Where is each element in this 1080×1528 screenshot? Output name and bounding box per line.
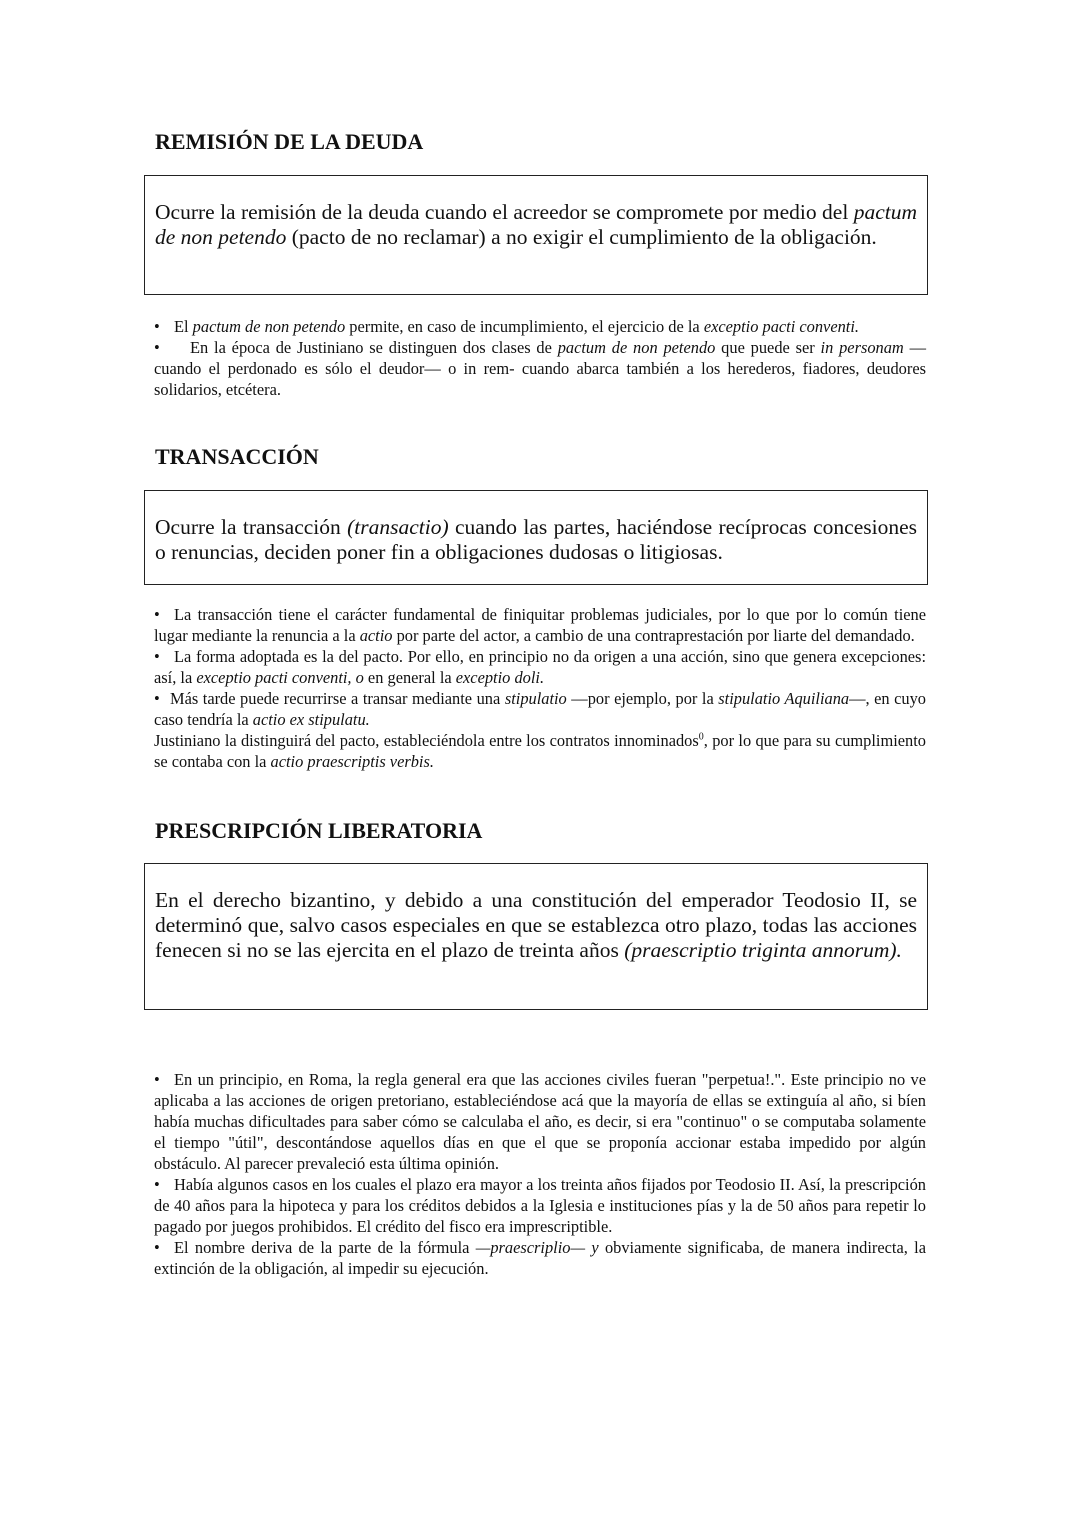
heading-transaccion: TRANSACCIÓN: [155, 444, 319, 469]
note-italic: actio praescriptis verbis.: [270, 752, 434, 771]
box-italic: (praescriptio triginta annorum).: [624, 938, 902, 962]
note-italic: exceptio pacti conventi.: [703, 317, 859, 336]
bullet: •: [154, 338, 160, 357]
note-italic: actio: [359, 626, 393, 645]
note-item: [154, 730, 926, 772]
bullet: •: [154, 1238, 160, 1257]
box-italic: pactum de non petendo: [155, 200, 917, 249]
box-text: (pacto de no reclamar) a no exigir el cumplimiento de la obligación.: [286, 225, 877, 249]
bullet: •: [154, 1070, 160, 1089]
note-text: En la época de Justiniano se distinguen dos clases de: [190, 338, 558, 357]
note-italic: stipulatio: [504, 689, 567, 708]
footnote-marker: 0: [698, 731, 704, 743]
note-text: en general la: [363, 668, 456, 687]
bullet: •: [154, 1175, 160, 1194]
definition-box-transaccion: [144, 490, 928, 585]
note-text: Justiniano la distinguirá del pacto, estableciéndola entre los contratos innominados: [154, 731, 699, 750]
note-item: [154, 1237, 926, 1279]
note-item: [154, 316, 926, 337]
note-italic: exceptio doli.: [455, 668, 545, 687]
note-text: La forma adoptada es la del pacto. Por ello, en principio no da origen a una acción, sino que genera excepciones: así, la: [154, 647, 926, 687]
box-text: En el derecho bizantino, y debido a una constitución del emperador Teodosio II, se determinó que, salvo casos especiales en que se establezca otro plazo, todas las acciones fenecen si no se las ejercita en el plazo de treinta años: [155, 888, 917, 962]
note-item: [154, 646, 926, 688]
note-text: por parte del actor, a cambio de una contraprestación por liarte del demandado.: [392, 626, 915, 645]
note-italic: in personam: [820, 338, 904, 357]
note-text: , por lo que para su cumplimiento se contaba con la: [154, 731, 926, 771]
box-text: cuando las partes, haciéndose recíprocas concesiones o renuncias, deciden poner fin a obligaciones dudosas o litigiosas.: [155, 515, 918, 564]
box-italic: (transactio): [347, 515, 449, 539]
bullet: •: [154, 605, 160, 624]
note-text: El nombre deriva de la parte de la fórmula: [174, 1238, 476, 1257]
note-item: [154, 604, 926, 646]
notes-prescripcion: [154, 1069, 926, 1279]
note-text: que puede ser: [715, 338, 821, 357]
note-italic: actio ex stipulatu.: [252, 710, 370, 729]
note-item: [154, 337, 926, 400]
note-text: obviamente significaba, de manera indirecta, la extinción de la obligación, al impedir su ejecución.: [154, 1238, 926, 1278]
note-text: —, en cuyo caso tendría la: [154, 689, 927, 729]
definition-box-remision: [144, 175, 928, 295]
note-item: [154, 1069, 926, 1174]
note-italic: stipulatio Aquiliana: [718, 689, 850, 708]
note-text: Había algunos casos en los cuales el plazo era mayor a los treinta años fijados por Teodosio II. Así, la prescripción de 40 años para la hipoteca y para los créditos debidos a la Iglesia e instituciones pías y la de 50 años para repetir lo pagado por juegos prohibidos. El crédito del fisco era imprescriptible.: [154, 1175, 926, 1236]
note-italic: —praescriplio— y: [475, 1238, 599, 1257]
note-text: permite, en caso de incumplimiento, el ejercicio de la: [345, 317, 704, 336]
heading-prescripcion: PRESCRIPCIÓN LIBERATORIA: [155, 818, 483, 843]
definition-box-prescripcion: [144, 863, 928, 1010]
note-item: [154, 1174, 926, 1237]
note-text: —cuando el perdonado es sólo el deudor— o in rem- cuando abarca también a los herederos, fiadores, deudores solidarios, etcétera.: [154, 338, 926, 399]
box-text: Ocurre la transacción: [155, 515, 348, 539]
note-italic: pactum de non petendo: [557, 338, 716, 357]
notes-remision: [154, 316, 926, 400]
box-text: Ocurre la remisión de la deuda cuando el acreedor se compromete por medio del: [155, 200, 854, 224]
note-text: Más tarde puede recurrirse a transar mediante una: [170, 689, 505, 708]
note-italic: exceptio pacti conventi, o: [196, 668, 364, 687]
note-item: [154, 688, 926, 730]
note-text: En un principio, en Roma, la regla general era que las acciones civiles fueran "perpetua!.". Este principio no ve aplicaba a las acciones de origen pretoriano, estableciéndose acá que la mayoría de ellas se extinguía al año, si bíen había muchas dificultades para saber cómo se calculaba el año, es decir, si era "continuo" o se computaba solamente el tiempo "útil", descontándose aquellos días en que el que se proponía accionar estaba impedido por algún obstáculo. Al parecer prevaleció esta última opinión.: [154, 1070, 926, 1173]
bullet: •: [154, 317, 160, 336]
note-text: —por ejemplo, por la: [566, 689, 719, 708]
notes-transaccion: [154, 604, 926, 772]
note-italic: pactum de non petendo: [192, 317, 346, 336]
note-text: El: [174, 317, 193, 336]
note-text: La transacción tiene el carácter fundamental de finiquitar problemas judiciales, por lo que por lo común tiene lugar mediante la renuncia a la: [154, 605, 926, 645]
bullet: •: [154, 647, 160, 666]
heading-remision: REMISIÓN DE LA DEUDA: [155, 129, 424, 154]
bullet: •: [154, 689, 160, 708]
